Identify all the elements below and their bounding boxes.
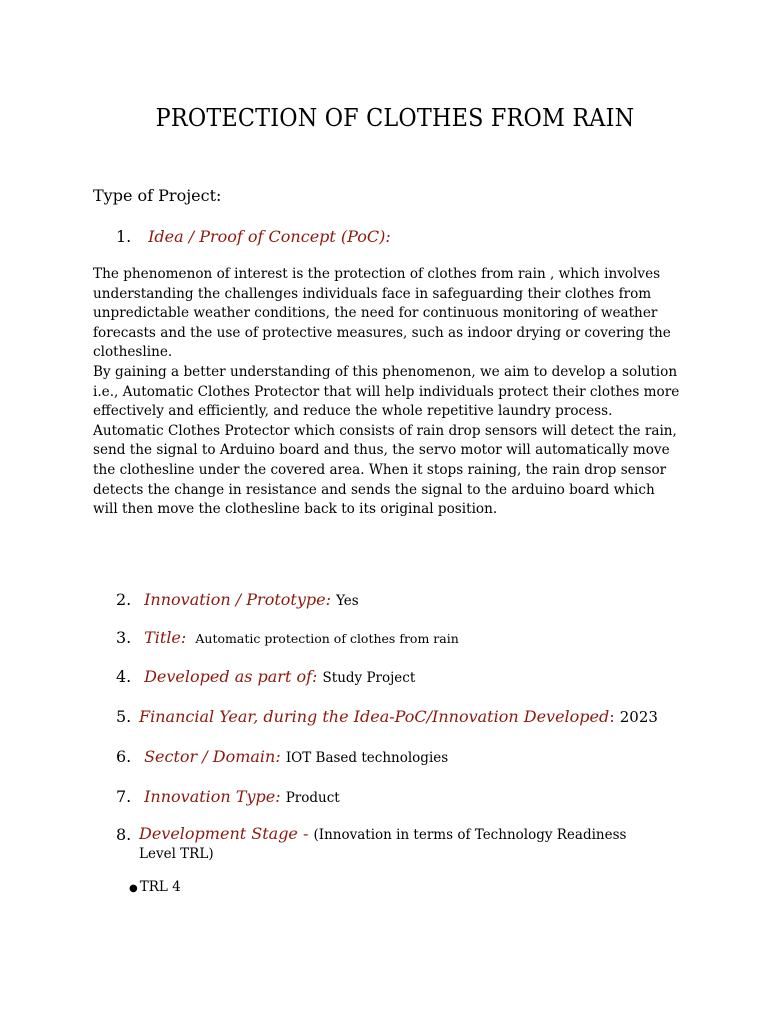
list-item-development-stage bbox=[116, 825, 656, 863]
description-paragraph: The phenomenon of interest is the protection of clothes from rain , which involves understanding the challenges individuals face in safeguarding their clothes from unpredictable weather conditions, the need for continuous monitoring of weather forecasts and the use of protective measures, such as indoor drying or covering the clothesline. bbox=[93, 266, 671, 361]
project-description bbox=[93, 265, 683, 520]
item-value: (Innovation in terms of Technology Readiness Level TRL) bbox=[139, 827, 627, 862]
item-separator: : bbox=[609, 707, 615, 726]
list-item-sector-domain bbox=[116, 747, 448, 766]
type-of-project-label: Type of Project: bbox=[93, 186, 222, 205]
item-number: 3. bbox=[116, 628, 132, 647]
list-item-idea-poc bbox=[116, 227, 391, 246]
item-number: 8. bbox=[116, 825, 132, 844]
item-label: Financial Year, during the Idea-PoC/Innovation Developed bbox=[139, 707, 610, 726]
item-number: 4. bbox=[116, 667, 132, 686]
list-item-developed-as-part-of bbox=[116, 667, 415, 686]
item-label: Idea / Proof of Concept (PoC): bbox=[148, 227, 391, 246]
item-value: IOT Based technologies bbox=[285, 750, 449, 766]
item-number: 2. bbox=[116, 590, 132, 609]
item-number: 6. bbox=[116, 747, 132, 766]
trl-bullet bbox=[129, 879, 181, 895]
item-label: Innovation / Prototype: bbox=[144, 590, 331, 609]
page-title: PROTECTION OF CLOTHES FROM RAIN bbox=[155, 104, 635, 132]
item-value: Yes bbox=[336, 593, 359, 609]
bullet-icon: ● bbox=[129, 883, 138, 894]
item-label: Title: bbox=[144, 628, 187, 647]
item-number: 5. bbox=[116, 707, 132, 726]
item-label: Development Stage bbox=[139, 824, 298, 843]
item-number: 7. bbox=[116, 787, 132, 806]
description-paragraph: By gaining a better understanding of this phenomenon, we aim to develop a solution i.e., Automatic Clothes Protector that will help individuals protect their clothes more effectively and efficiently, and reduce the whole repetitive laundry process. bbox=[93, 363, 680, 420]
item-value: 2023 bbox=[619, 708, 658, 726]
list-item-innovation-type bbox=[116, 787, 340, 806]
item-number: 1. bbox=[116, 227, 132, 246]
item-value: Automatic protection of clothes from rain bbox=[195, 631, 459, 646]
item-label: Innovation Type: bbox=[144, 787, 281, 806]
item-label: Developed as part of: bbox=[144, 667, 318, 686]
item-separator: - bbox=[297, 824, 314, 843]
item-value: Study Project bbox=[322, 670, 416, 686]
list-item-financial-year bbox=[116, 707, 658, 726]
description-paragraph: Automatic Clothes Protector which consists of rain drop sensors will detect the rain, send the signal to Arduino board and thus, the servo motor will automatically move the clothesline under the covered area. When it stops raining, the rain drop sensor detects the change in resistance and sends the signal to the arduino board which will then move the clothesline back to its original position. bbox=[93, 422, 677, 518]
item-value: Product bbox=[285, 790, 340, 806]
list-item-title bbox=[116, 628, 459, 647]
list-item-innovation-prototype bbox=[116, 590, 359, 609]
item-label: Sector / Domain: bbox=[144, 747, 281, 766]
trl-value: TRL 4 bbox=[139, 879, 181, 895]
